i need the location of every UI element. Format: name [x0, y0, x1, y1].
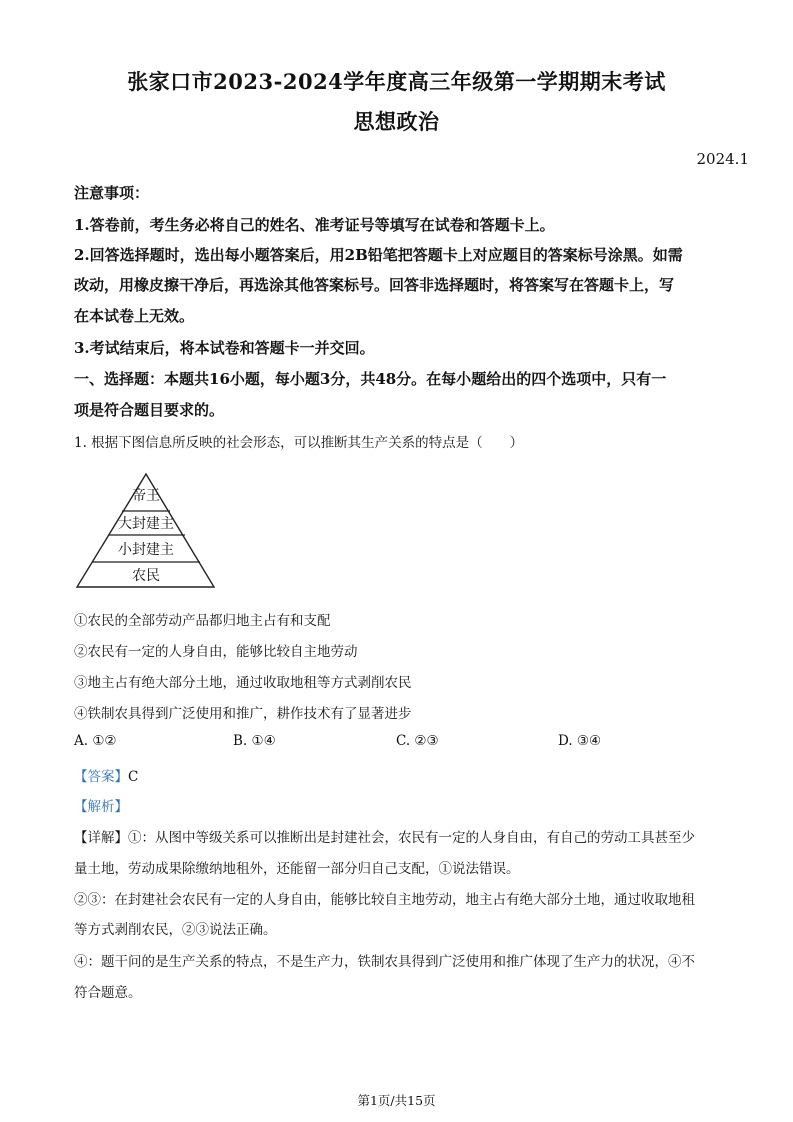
- pyramid-level-small-lords: 小封建主: [118, 542, 174, 558]
- notice-line-2a: 2.回答选择题时，选出每小题答案后，用2B铅笔把答题卡上对应题目的答案标号涂黑。如需: [74, 246, 683, 264]
- detail-2a: ②③：在封建社会农民有一定的人身自由，能够比较自主地劳动，地主占有绝大部分土地，通过收取地租: [74, 892, 695, 908]
- pyramid-level-emperor: 帝王: [132, 488, 160, 504]
- notice-line-2c: 在本试卷上无效。: [74, 307, 195, 325]
- pyramid-level-peasants: 农民: [132, 568, 160, 584]
- exam-title: 张家口市2023-2024学年度高三年级第一学期期末考试: [127, 69, 666, 94]
- detail-3a: ④：题干问的是生产关系的特点，不是生产力，铁制农具得到广泛使用和推广体现了生产力的状况，④不: [74, 954, 695, 970]
- analysis-label: 【解析】: [74, 799, 128, 815]
- option-c: C. ②③: [396, 733, 439, 749]
- option-d: D. ③④: [558, 733, 602, 749]
- option-a: A. ①②: [74, 733, 117, 749]
- detail-3b: 符合题意。: [74, 985, 142, 1001]
- answer-label: 【答案】: [74, 769, 128, 785]
- statement-3: ③地主占有绝大部分土地，通过收取地租等方式剥削农民: [74, 675, 412, 691]
- statement-2: ②农民有一定的人身自由，能够比较自主地劳动: [74, 644, 358, 660]
- notice-line-3: 3.考试结束后，将本试卷和答题卡一并交回。: [74, 339, 375, 357]
- section-heading-line-2: 项是符合题目要求的。: [74, 401, 225, 419]
- exam-date: 2024.1: [696, 150, 749, 168]
- notice-line-2b: 改动，用橡皮擦干净后，再选涂其他答案标号。回答非选择题时，将答案写在答题卡上，写: [74, 276, 675, 294]
- statement-1: ①农民的全部劳动产品都归地主占有和支配: [74, 613, 331, 629]
- answer-value: C: [128, 769, 139, 785]
- detail-1a: 【详解】①：从图中等级关系可以推断出是封建社会，农民有一定的人身自由，有自己的劳动工具甚至少: [74, 830, 695, 846]
- notice-heading: 注意事项：: [74, 184, 150, 202]
- statement-4: ④铁制农具得到广泛使用和推广，耕作技术有了显著进步: [74, 706, 412, 722]
- option-b: B. ①④: [233, 733, 276, 749]
- social-hierarchy-pyramid: [74, 470, 218, 592]
- section-heading-line-1: 一、选择题：本题共16小题，每小题3分，共48分。在每小题给出的四个选项中，只有一: [74, 370, 667, 388]
- notice-line-1: 1.答卷前，考生务必将自己的姓名、准考证号等填写在试卷和答题卡上。: [74, 216, 555, 234]
- question-1-stem: 1. 根据下图信息所反映的社会形态，可以推断其生产关系的特点是（ ）: [74, 435, 524, 451]
- answer-line: [74, 765, 138, 785]
- detail-1b: 量土地，劳动成果除缴纳地租外，还能留一部分归自己支配，①说法错误。: [74, 861, 520, 877]
- pyramid-level-great-lords: 大封建主: [118, 516, 174, 532]
- detail-2b: 等方式剥削农民，②③说法正确。: [74, 922, 277, 938]
- page-number: 第1页/共15页: [357, 1093, 436, 1108]
- subject-title: 思想政治: [353, 109, 440, 134]
